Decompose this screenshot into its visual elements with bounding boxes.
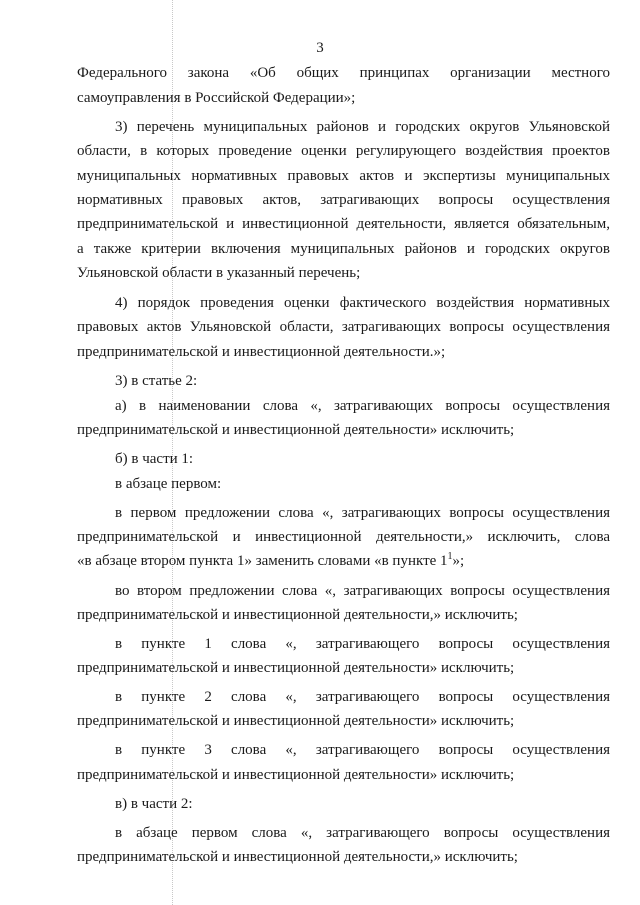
line-text: правовых актов Ульяновской области, затрагивающих вопросы осуществления (77, 319, 610, 335)
text-line (115, 794, 610, 814)
text-line (77, 263, 610, 283)
line-text: б) в части 1: (115, 451, 194, 467)
line-text: предпринимательской и инвестиционной деятельности» исключить; (77, 660, 515, 676)
text-line (115, 117, 610, 137)
superscript: 1 (447, 551, 453, 562)
text-line (77, 551, 610, 571)
text-line (115, 581, 610, 601)
text-line (115, 371, 610, 391)
line-text: Ульяновской области в указанный перечень; (77, 265, 361, 281)
line-text: в пункте 3 слова «, затрагивающего вопросы осуществления (115, 742, 610, 758)
line-text: а также критерии включения муниципальных районов и городских округов (77, 241, 610, 257)
line-text: предпринимательской и инвестиционной деятельности,» исключить, слова (77, 529, 610, 545)
line-text: а) в наименовании слова «, затрагивающих вопросы осуществления (115, 398, 610, 414)
text-line (115, 293, 610, 313)
text-line (77, 239, 610, 259)
line-text: в абзаце первом слова «, затрагивающего вопросы осуществления (115, 825, 610, 841)
line-text: нормативных правовых актов, затрагивающих вопросы осуществления (77, 192, 610, 208)
text-line (77, 527, 610, 547)
text-line (77, 317, 610, 337)
line-text: в) в части 2: (115, 796, 193, 812)
text-line (115, 823, 610, 843)
text-line (77, 214, 610, 234)
line-text: предпринимательской и инвестиционной деятельности,» исключить; (77, 607, 518, 623)
line-text: предпринимательской и инвестиционной деятельности» исключить; (77, 713, 515, 729)
line-text: в пункте 2 слова «, затрагивающего вопросы осуществления (115, 689, 610, 705)
line-text: в первом предложении слова «, затрагивающих вопросы осуществления (115, 505, 610, 521)
page-number: 3 (316, 40, 324, 56)
text-line (77, 88, 610, 108)
text-line (115, 634, 610, 654)
text-line (115, 503, 610, 523)
line-text: в абзаце первом: (115, 476, 222, 492)
line-text: предпринимательской и инвестиционной деятельности» исключить; (77, 767, 515, 783)
line-text: во втором предложении слова «, затрагивающих вопросы осуществления (115, 583, 610, 599)
line-text: 3) в статье 2: (115, 373, 198, 389)
text-line (115, 449, 610, 469)
line-text: области, в которых проведение оценки регулирующего воздействия проектов (77, 143, 610, 159)
line-text: самоуправления в Российской Федерации»; (77, 90, 356, 106)
text-line (77, 420, 610, 440)
line-text: Федерального закона «Об общих принципах организации местного (77, 65, 610, 81)
line-text: муниципальных нормативных правовых актов и экспертизы муниципальных (77, 168, 610, 184)
text-line (115, 396, 610, 416)
line-text: в пункте 1 слова «, затрагивающего вопросы осуществления (115, 636, 610, 652)
text-line (115, 474, 610, 494)
text-line (77, 141, 610, 161)
line-text: 4) порядок проведения оценки фактического воздействия нормативных (115, 295, 610, 311)
line-text: предпринимательской и инвестиционной деятельности.»; (77, 344, 446, 360)
text-line (77, 63, 610, 83)
line-tail: »; (452, 553, 465, 569)
text-line (77, 711, 610, 731)
line-text: «в абзаце втором пункта 1» заменить словами «в пункте 1 (77, 553, 448, 569)
text-line (77, 765, 610, 785)
line-text: предпринимательской и инвестиционной деятельности,» исключить; (77, 849, 518, 865)
text-line (77, 847, 610, 867)
text-line (77, 190, 610, 210)
text-line (77, 342, 610, 362)
text-line (77, 605, 610, 625)
text-line (115, 740, 610, 760)
line-text: предпринимательской и инвестиционной деятельности» исключить; (77, 422, 515, 438)
text-line (115, 687, 610, 707)
text-line (77, 166, 610, 186)
line-text: предпринимательской и инвестиционной деятельности, является обязательным, (77, 216, 610, 232)
text-line (77, 658, 610, 678)
line-text: 3) перечень муниципальных районов и городских округов Ульяновской (115, 119, 610, 135)
